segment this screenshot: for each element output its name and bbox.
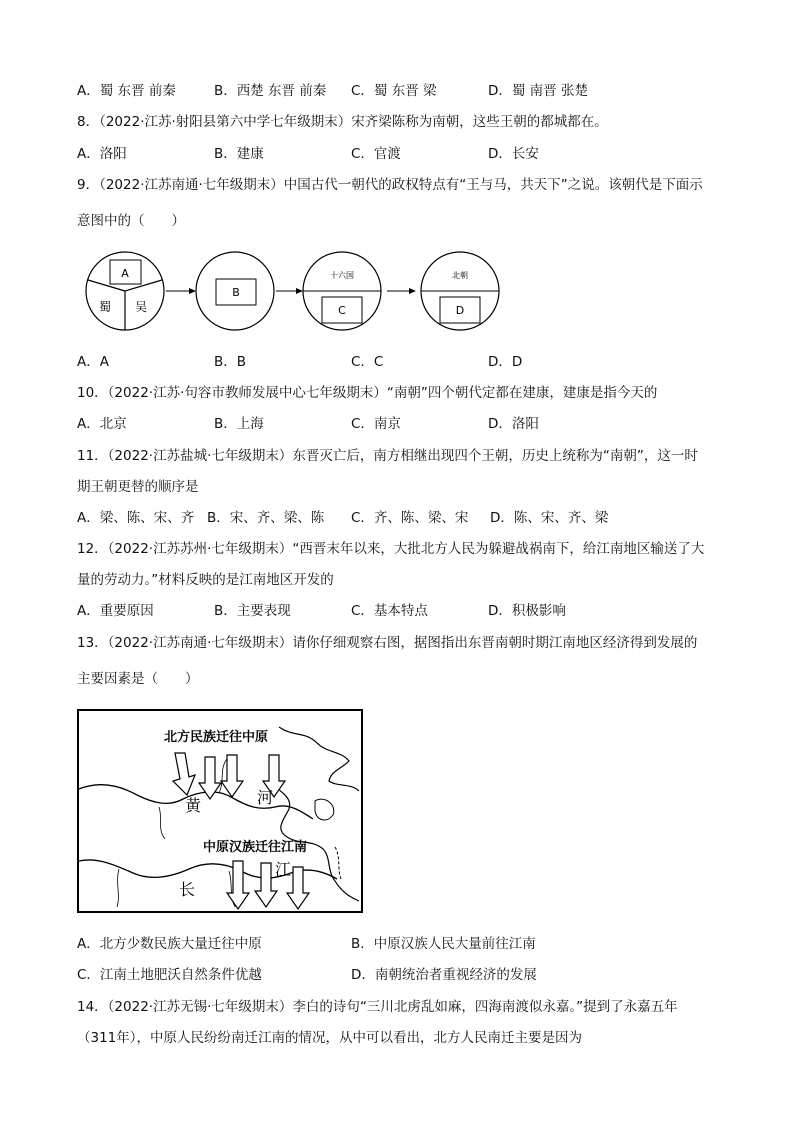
map-label-chang: 长 <box>179 880 196 899</box>
northern-coastline <box>279 727 359 791</box>
diagram-northern-dynasties-label: 北朝 <box>452 271 468 280</box>
diagram-circle-1 <box>86 252 164 330</box>
diagram-arrow-3 <box>387 288 416 294</box>
q7-option-a[interactable]: A．蜀 东晋 前秦 <box>77 83 176 99</box>
q7-option-c[interactable]: C．蜀 东晋 梁 <box>351 83 437 99</box>
diagram-arrow-1 <box>166 288 196 294</box>
q10-stem: 10．（2022·江苏·句容市教师发展中心七年级期末）“南朝”四个朝代定都在建康，建康是指今天的 <box>77 385 658 401</box>
diagram-shu-label: 蜀 <box>98 300 112 314</box>
diagram-sixteen-kingdoms-label: 十六国 <box>330 271 354 280</box>
q8-option-a[interactable]: A．洛阳 <box>77 146 127 162</box>
map-label-he: 河 <box>257 788 274 807</box>
q14-stem-line2: （311年），中原人民纷纷南迁江南的情况，从中可以看出，北方人民南迁主要是因为 <box>77 1030 583 1046</box>
q12-option-d[interactable]: D．积极影响 <box>488 603 566 619</box>
q12-option-a[interactable]: A．重要原因 <box>77 603 154 619</box>
migration-map-drawing <box>79 711 361 911</box>
map-label-jiang: 江 <box>275 860 292 879</box>
q12-stem-line2: 量的劳动力。”材料反映的是江南地区开发的 <box>77 572 334 588</box>
q12-option-b[interactable]: B．主要表现 <box>214 603 291 619</box>
q8-stem: 8．（2022·江苏·射阳县第六中学七年级期末）宋齐梁陈称为南朝，这些王朝的都城都在。 <box>77 114 608 130</box>
q9-option-c[interactable]: C．C <box>351 354 384 370</box>
q13-stem-line2: 主要因素是（ ） <box>77 671 199 687</box>
q12-option-c[interactable]: C．基本特点 <box>351 603 428 619</box>
q11-option-b[interactable]: B．宋、齐、梁、陈 <box>207 510 325 526</box>
tributary-1 <box>159 807 165 839</box>
q10-option-a[interactable]: A．北京 <box>77 416 127 432</box>
q10-option-b[interactable]: B．上海 <box>214 416 264 432</box>
q11-option-c[interactable]: C．齐、陈、梁、宋 <box>351 510 469 526</box>
diagram-box-d-label: D <box>455 304 465 317</box>
map-label-huang: 黄 <box>185 796 202 815</box>
q9-stem-line2: 意图中的（ ） <box>77 213 185 229</box>
diagram-circle-4 <box>421 252 499 330</box>
dynasty-sequence-diagram <box>84 248 504 334</box>
diagram-wu-label: 吴 <box>134 300 148 314</box>
diagram-arrow-2 <box>276 288 303 294</box>
q10-option-c[interactable]: C．南京 <box>351 416 401 432</box>
peninsula-outline <box>315 799 334 820</box>
q13-option-d[interactable]: D．南朝统治者重视经济的发展 <box>351 967 537 983</box>
diagram-circle-2 <box>196 252 274 330</box>
diagram-circle-3 <box>303 252 381 330</box>
diagram-box-b-label: B <box>232 286 240 299</box>
q8-option-b[interactable]: B．建康 <box>214 146 264 162</box>
migration-map <box>77 709 363 913</box>
q9-stem-line1: 9．（2022·江苏南通·七年级期末）中国古代一朝代的政权特点有“王与马，共天下”之说。该朝代是下面示 <box>77 177 703 193</box>
q8-option-d[interactable]: D．长安 <box>488 146 539 162</box>
map-title-north: 北方民族迁往中原 <box>164 730 269 745</box>
q13-stem-line1: 13．（2022·江苏南通·七年级期末）请你仔细观察右图，据图指出东晋南朝时期江南地区经济得到发展的 <box>77 635 698 651</box>
south-arrow-1 <box>227 861 249 909</box>
q11-option-d[interactable]: D．陈、宋、齐、梁 <box>490 510 609 526</box>
q7-option-b[interactable]: B．西楚 东晋 前秦 <box>214 83 327 99</box>
q13-option-b[interactable]: B．中原汉族人民大量前往江南 <box>351 936 536 952</box>
south-arrow-2 <box>255 863 277 907</box>
map-title-south: 中原汉族迁往江南 <box>203 840 308 855</box>
q10-option-d[interactable]: D．洛阳 <box>488 416 539 432</box>
south-migration-arrows <box>227 861 309 909</box>
q8-option-c[interactable]: C．官渡 <box>351 146 401 162</box>
tributary-4 <box>117 869 119 907</box>
q11-option-a[interactable]: A．梁、陈、宋、齐 <box>77 510 195 526</box>
q13-option-a[interactable]: A．北方少数民族大量迁往中原 <box>77 936 262 952</box>
q14-stem-line1: 14．（2022·江苏无锡·七年级期末）李白的诗句“三川北虏乱如麻，四海南渡似永嘉。”提到了永嘉五年 <box>77 999 678 1015</box>
q9-option-d[interactable]: D．D <box>488 354 523 370</box>
grand-canal-line <box>335 847 341 879</box>
q7-option-d[interactable]: D．蜀 南晋 张楚 <box>488 83 588 99</box>
q13-option-c[interactable]: C．江南土地肥沃自然条件优越 <box>77 967 262 983</box>
north-arrow-3 <box>221 755 243 797</box>
q12-stem-line1: 12．（2022·江苏苏州·七年级期末）“西晋末年以来，大批北方人民为躲避战祸南下，给江南地区输送了大 <box>77 541 705 557</box>
diagram-box-a-label: A <box>121 267 129 280</box>
q11-stem-line2: 期王朝更替的顺序是 <box>77 479 199 495</box>
q9-option-a[interactable]: A．A <box>77 354 109 370</box>
q9-option-b[interactable]: B．B <box>214 354 247 370</box>
north-arrow-1 <box>173 753 195 795</box>
q11-stem-line1: 11．（2022·江苏盐城·七年级期末）东晋灭亡后，南方相继出现四个王朝，历史上统称为“南朝”，这一时 <box>77 448 698 464</box>
diagram-box-c-label: C <box>338 304 346 317</box>
